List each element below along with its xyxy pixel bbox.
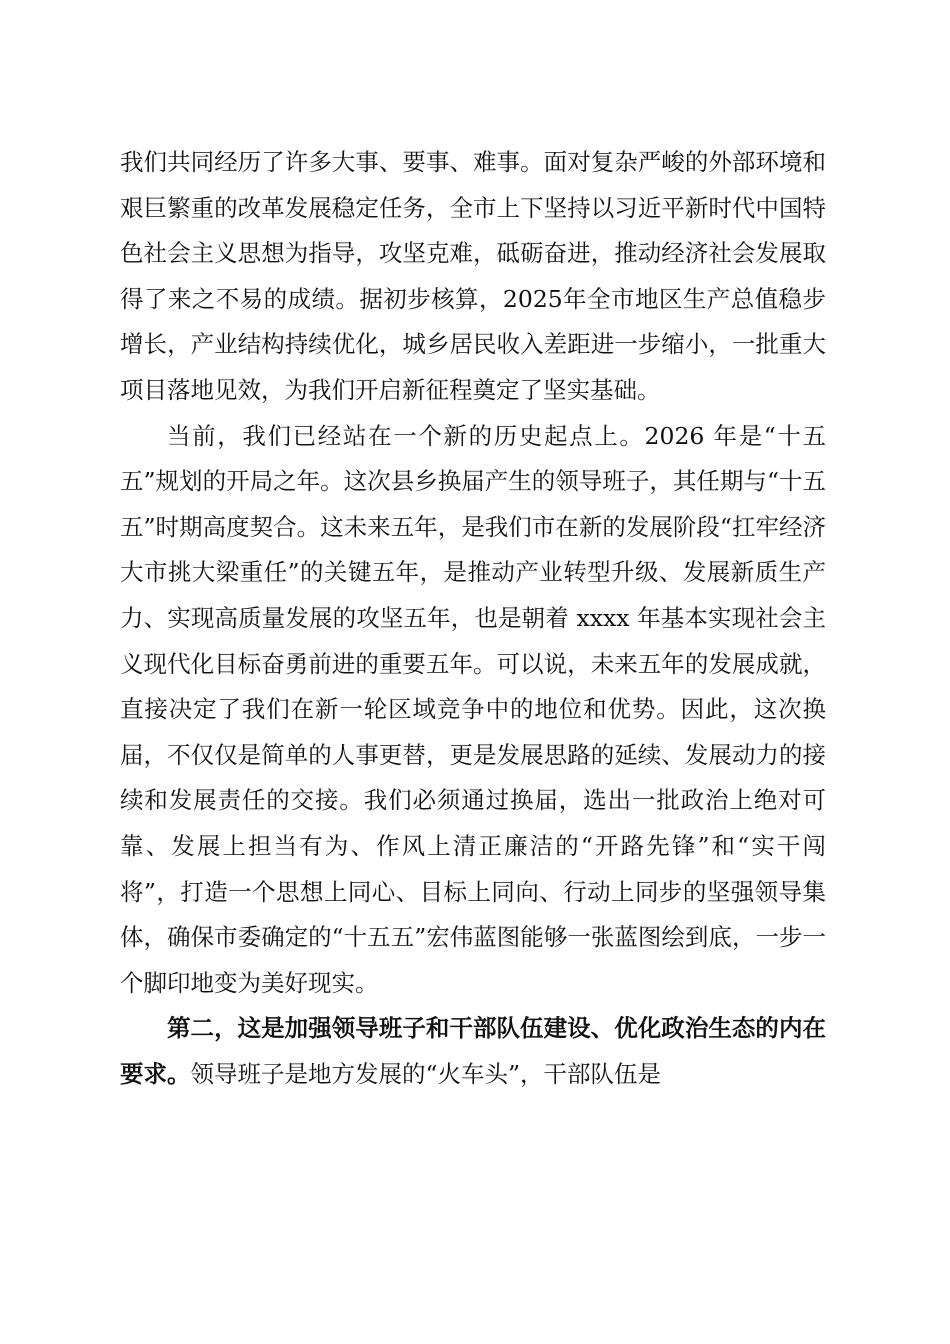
paragraph-new-starting-point	[120, 414, 826, 1007]
paragraph-text: 我们共同经历了许多大事、要事、难事。面对复杂严峻的外部环境和艰巨繁重的改革发展稳定任务，全市上下坚持以习近平新时代中国特色社会主义思想为指导，攻坚克难，砥砺奋进，推动经济社会发展取得了来之不易的成绩。据初步核算，2025年全市地区生产总值稳步增长，产业结构持续优化，城乡居民收入差距进一步缩小，一批重大项目落地见效，为我们开启新征程奠定了坚实基础。	[120, 148, 826, 404]
paragraph-achievements	[120, 140, 826, 414]
paragraph-lead-heading: 第二，这是加强领导班子和干部队伍建设、优化政治生态的内在要求。	[120, 1014, 826, 1088]
paragraph-text: 当前，我们已经站在一个新的历史起点上。2026 年是“十五五”规划的开局之年。这次县乡换届产生的领导班子，其任期与“十五五”时期高度契合。这未来五年，是我们市在新的发展阶段“扛牢经济大市挑大梁重任”的关键五年，是推动产业转型升级、发展新质生产力、实现高质量发展的攻坚五年，也是朝着 xxxx 年基本实现社会主义现代化目标奋勇前进的重要五年。可以说，未来五年的发展成就，直接决定了我们在新一轮区域竞争中的地位和优势。因此，这次换届，不仅仅是简单的人事更替，更是发展思路的延续、发展动力的接续和发展责任的交接。我们必须通过换届，选出一批政治上绝对可靠、发展上担当有为、作风上清正廉洁的“开路先锋”和“实干闯将”，打造一个思想上同心、目标上同向、行动上同步的坚强领导集体，确保市委确定的“十五五”宏伟蓝图能够一张蓝图绘到底，一步一个脚印地变为美好现实。	[120, 421, 826, 997]
paragraph-text: 领导班子是地方发展的“火车头”，干部队伍是	[190, 1059, 662, 1088]
document-body	[120, 140, 826, 1097]
paragraph-second-point	[120, 1006, 826, 1097]
